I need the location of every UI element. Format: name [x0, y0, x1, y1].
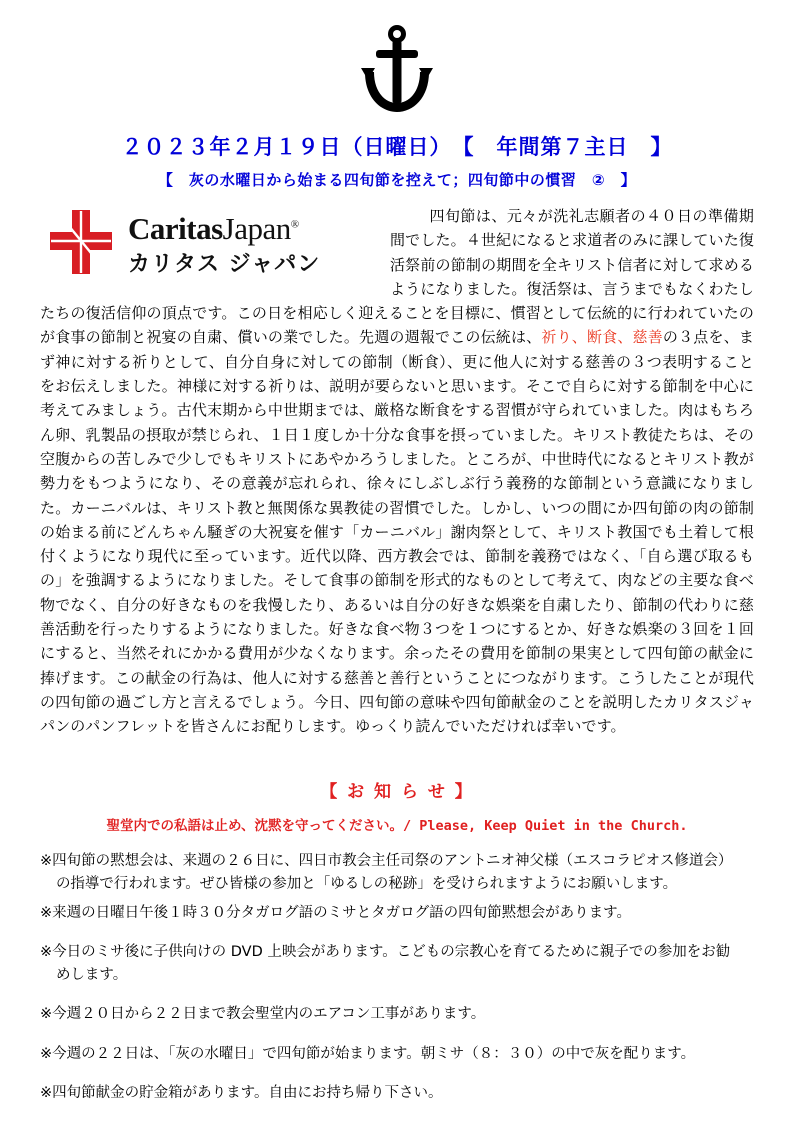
- list-item: [40, 902, 754, 925]
- notice-text: ※今週２０日から２２日まで教会聖堂内のエアコン工事があります。: [40, 1006, 486, 1023]
- notices-heading: 【 お 知 ら せ 】: [320, 781, 474, 802]
- page-subtitle: 【 灰の水曜日から始まる四旬節を控えて；四旬節中の慣習 ② 】: [157, 171, 637, 189]
- anchor-logo: [40, 24, 754, 121]
- notice-text-cont: めします。: [55, 967, 128, 984]
- caritas-name-en: Caritas: [128, 210, 223, 246]
- list-item: [40, 850, 754, 896]
- caritas-logo: [44, 208, 374, 287]
- notice-text: ※四旬節の黙想会は、来週の２６日に、四日市教会主任司祭のアントニオ神父様（エスコラピオス修道会）: [40, 852, 733, 869]
- list-item: [40, 941, 754, 987]
- notice-text: ※来週の日曜日午後１時３０分タガログ語のミサとタガログ語の四旬節黙想会があります。: [40, 904, 631, 921]
- caritas-name-japan: Japan: [222, 210, 291, 246]
- article-highlight: 祈り、断食、慈善: [541, 328, 663, 347]
- notice-text: ※今週の２２日は、「灰の水曜日」で四旬節が始まります。朝ミサ（８：３０）の中で灰を配ります。: [40, 1045, 696, 1062]
- notice-list: [40, 850, 754, 1106]
- list-item: [40, 1043, 754, 1066]
- list-item: [40, 1082, 754, 1105]
- registered-mark: ®: [290, 218, 299, 231]
- article-text-part1: 四旬節は、元々が洗礼志願者の４０日の準備期間でした。４世紀になると求道者のみに課していた復活祭前の節制の期間を全キリスト信者に対して求めるようになりました。復活祭は、言うまでもなくわたしたちの復活信仰の頂点です。この日を相応しく迎えることを目標に、慣習として伝統的に行われていたのが食事の節制と祝宴の自粛、償いの業でした。先週の週報でこの伝統は、: [40, 207, 754, 347]
- notice-text: ※今日のミサ後に子供向けの DVD 上映会があります。こどもの宗教心を育てるために親子での参加をお勧: [40, 944, 731, 961]
- red-cross-icon: [44, 208, 118, 287]
- caritas-name-ja: カリタス ジャパン: [128, 252, 321, 278]
- article-text-part2: の３点を、まず神に対する祈りとして、自分自身に対しての節制（断食）、更に他人に対する慈善の３つ表明することをお伝えしました。神様に対する祈りは、説明が要らないと思います。そこで自らに対する節制を中心に考えてみましょう。古代末期から中世期までは、厳格な断食をする習慣が守られていました。肉はもちろん卵、乳製品の摂取が禁じられ、１日１度しか十分な食事を摂っていました。キリスト教徒たちは、その空腹からの苦しみで少しでもキリストにあやかろうしました。ところが、中世時代になるとキリスト教が勢力をもつようになり、その意義が忘れられ、徐々にしぶしぶ行う義務的な節制という意識になりました。カーニバルは、キリスト教と無関係な異教徒の習慣でした。しかし、いつの間にか四旬節の肉の節制の始まる前にどんちゃん騒ぎの大祝宴を催す「カーニバル」謝肉祭として、キリスト教国でも土着して根付くようになり現代に至っています。近代以降、西方教会では、節制を義務ではなく、「自ら選び取るもの」を強調するようになりました。そして食事の節制を形式的なものとして考えて、肉などの主要な食べ物でなく、自分の好きなものを我慢したり、あるいは自分の好きな娯楽を自粛したり、節制の代わりに慈善活動を行ったりするようになりました。好きな食べ物３つを１つにするとか、好きな娯楽の３回を１回にすると、当然それにかかる費用が少なくなります。余ったその費用を節制の果実として四旬節の献金に捧げます。この献金の行為は、他人に対: [40, 328, 754, 687]
- notice-text: ※四旬節献金の貯金箱があります。自由にお持ち帰り下さい。: [40, 1084, 443, 1101]
- anchor-icon: [359, 24, 435, 116]
- page-title: ２０２３年２月１９日（日曜日） 【 年間第７主日 】: [121, 135, 673, 159]
- notice-text-cont: の指導で行われます。ぜひ皆様の参加と「ゆるしの秘跡」を受けられますようにお願いします。: [55, 875, 678, 892]
- caritas-wordmark: [128, 210, 320, 246]
- article-body: [40, 204, 754, 739]
- article-text-part3: する慈善と善行ということにつながります。こうしたことが現代の四旬節の過ごし方と言えるでしょう。今日、四旬節の意味や四旬節献金のことを説明したカリタスジャパンのパンフレットを皆さんにお配りします。ゆっくり読んでいただければ幸いです。: [40, 668, 754, 736]
- quiet-notice: 聖堂内での私語は止め、沈黙を守ってください。/ Please, Keep Quiet in the Church.: [106, 817, 688, 834]
- list-item: [40, 1003, 754, 1026]
